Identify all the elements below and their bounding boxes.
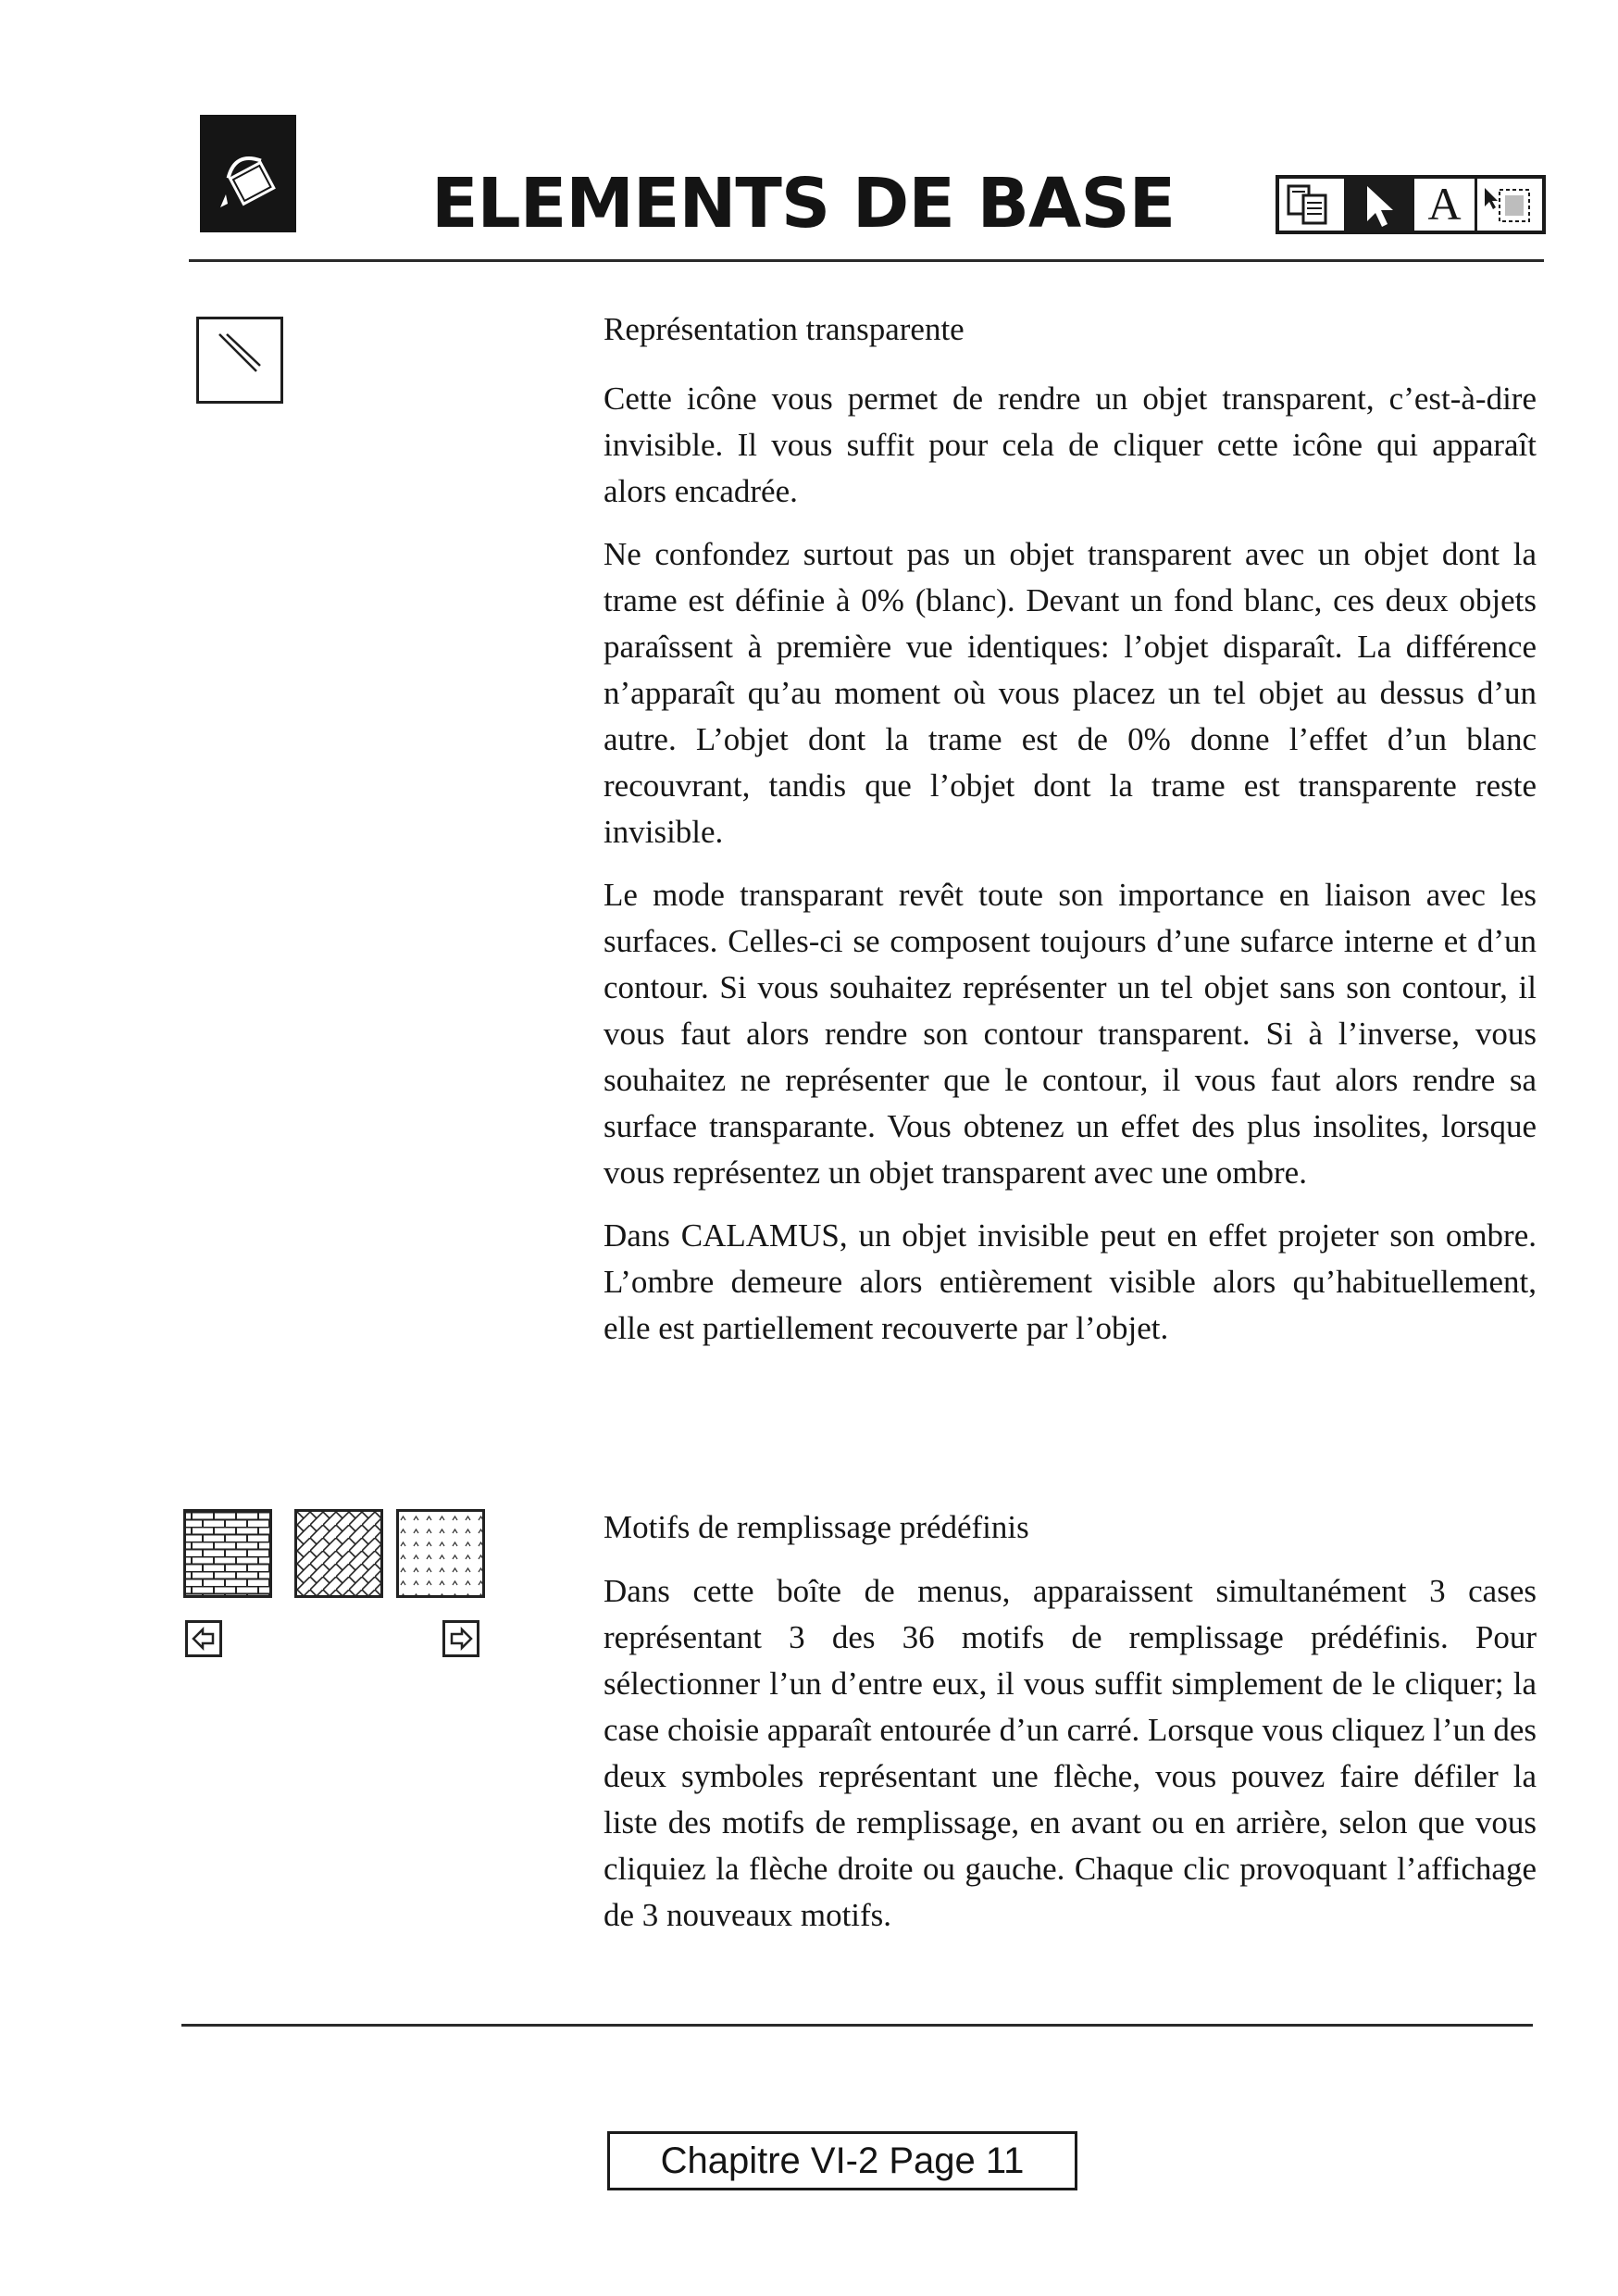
footer-rule <box>181 2024 1533 2027</box>
text-tool-label: A <box>1427 178 1462 230</box>
page-title: ELEMENTS DE BASE <box>431 164 1176 243</box>
brick-pattern[interactable] <box>183 1509 272 1598</box>
arrow-left-icon[interactable] <box>185 1620 222 1657</box>
diagonal-weave-pattern[interactable] <box>294 1509 383 1598</box>
text-tool-icon[interactable] <box>1414 179 1477 231</box>
paragraph: Dans cette boîte de menus, apparaissent simultanément 3 cases représentant 3 des 36 motifs de remplissage prédéfinis. Pour sélectionner l’un d’entre eux, il vous suffit simplement de le cliquer; la case choisie apparaît entourée d’un carré. Lorsque vous cliquez l’un des deux symboles représentant une flèche, vous pouvez faire défiler la liste des motifs de remplissage, en avant ou en arrière, selon que vous cliquiez la flèche droite ou gauche. Chaque clic provoquant l’affichage de 3 nouveaux motifs. <box>604 1573 1537 1933</box>
raster-frame-icon[interactable] <box>1477 179 1542 231</box>
section-heading: Motifs de remplissage prédéfinis <box>604 1509 1029 1545</box>
paragraph: Ne confondez surtout pas un objet transparent avec un objet dont la trame est définie à 0% (blanc). Devant un fond blanc, ces deux objets paraîssent à première vue identiques: l’objet disparaît. La différence n’apparaît qu’au moment où vous placez un tel objet au dessus d’un autre. L’objet dont la trame est de 0% donne l’effet d’un blanc recouvrant, tandis que l’objet dont la trame est transparente reste invisible. <box>604 536 1537 850</box>
transparent-mode-icon[interactable] <box>196 317 283 404</box>
header-rule <box>189 259 1544 262</box>
page-number-label: Chapitre VI-2 Page 11 <box>607 2131 1077 2190</box>
section-heading: Représentation transparente <box>604 311 965 347</box>
arrow-right-icon[interactable] <box>442 1620 479 1657</box>
paint-bucket-icon <box>200 115 296 232</box>
page-frame-icon[interactable] <box>1279 179 1347 231</box>
dotted-pattern[interactable] <box>396 1509 485 1598</box>
paragraph: Le mode transparant revêt toute son importance en liaison avec les surfaces. Celles-ci se composent toujours d’une sufarce interne et d’un contour. Si vous souhaitez représenter un tel objet sans son contour, il vous faut alors rendre son contour transparent. Si à l’inverse, vous souhaitez ne représenter que le contour, il vous faut alors rendre sa surface transparante. Vous obtenez un effet des plus insolites, lorsque vous représentez un objet transparent avec une ombre. <box>604 877 1537 1191</box>
chapter-marker <box>200 115 296 232</box>
toolbox <box>1276 175 1546 234</box>
section-patterns <box>604 1507 1537 1939</box>
paragraph: Cette icône vous permet de rendre un objet transparent, c’est-à-dire invisible. Il vous suffit pour cela de cliquer cette icône qui apparaît alors encadrée. <box>604 381 1537 509</box>
arrow-pointer-icon[interactable] <box>1347 179 1414 231</box>
section-transparent <box>604 309 1537 1352</box>
paragraph: Dans CALAMUS, un objet invisible peut en effet projeter son ombre. L’ombre demeure alors entièrement visible alors qu’habituellement, elle est partiellement recouverte par l’objet. <box>604 1217 1537 1346</box>
